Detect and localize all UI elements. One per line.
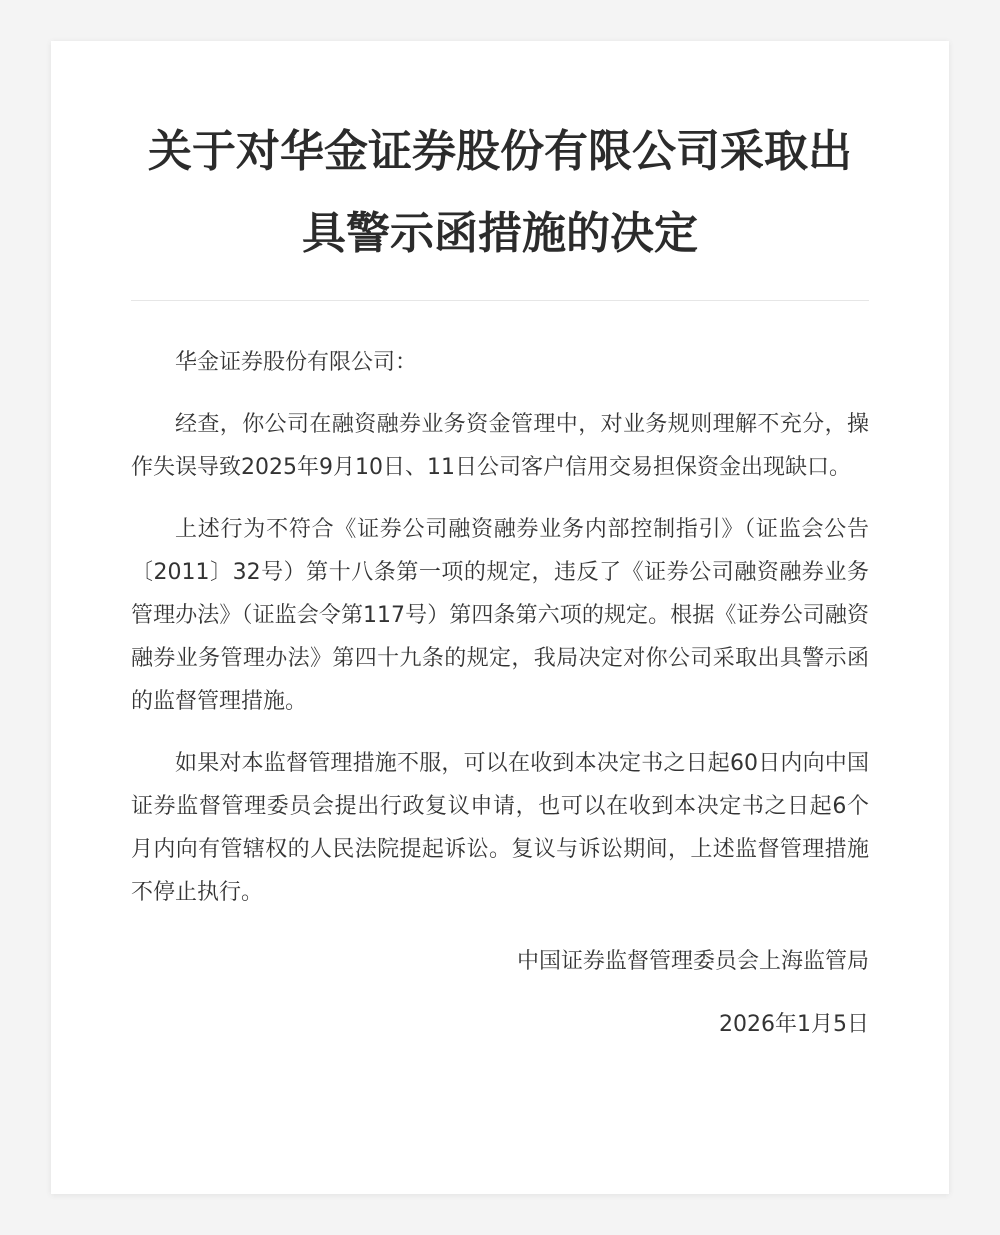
issuer-signature: 中国证券监督管理委员会上海监管局 xyxy=(516,949,869,974)
paragraph-appeal: 如果对本监督管理措施不服，可以在收到本决定书之日起60日内向中国证券监督管理委员会提出行政复议申请，也可以在收到本决定书之日起6个月内向有管辖权的人民法院提起诉讼。复议与诉讼期间，上述监督管理措施不停止执行。 xyxy=(131,751,869,905)
document-body xyxy=(131,341,869,914)
document-title: 关于对华金证券股份有限公司采取出具警示函措施的决定 xyxy=(148,126,852,259)
paragraph-violation: 上述行为不符合《证券公司融资融券业务内部控制指引》（证监会公告〔2011〕32号）第十八条第一项的规定，违反了《证券公司融资融券业务管理办法》（证监会令第117号）第四条第六项的规定。根据《证券公司融资融券业务管理办法》第四十九条的规定，我局决定对你公司采取出具警示函的监督管理措施。 xyxy=(131,517,869,714)
salutation: 华金证券股份有限公司： xyxy=(175,350,418,375)
issue-date: 2026年1月5日 xyxy=(719,1012,869,1037)
paragraph-findings: 经查，你公司在融资融券业务资金管理中，对业务规则理解不充分，操作失误导致2025年9月10日、11日公司客户信用交易担保资金出现缺口。 xyxy=(131,412,869,480)
title-divider xyxy=(131,300,869,301)
document-page xyxy=(51,41,949,1194)
